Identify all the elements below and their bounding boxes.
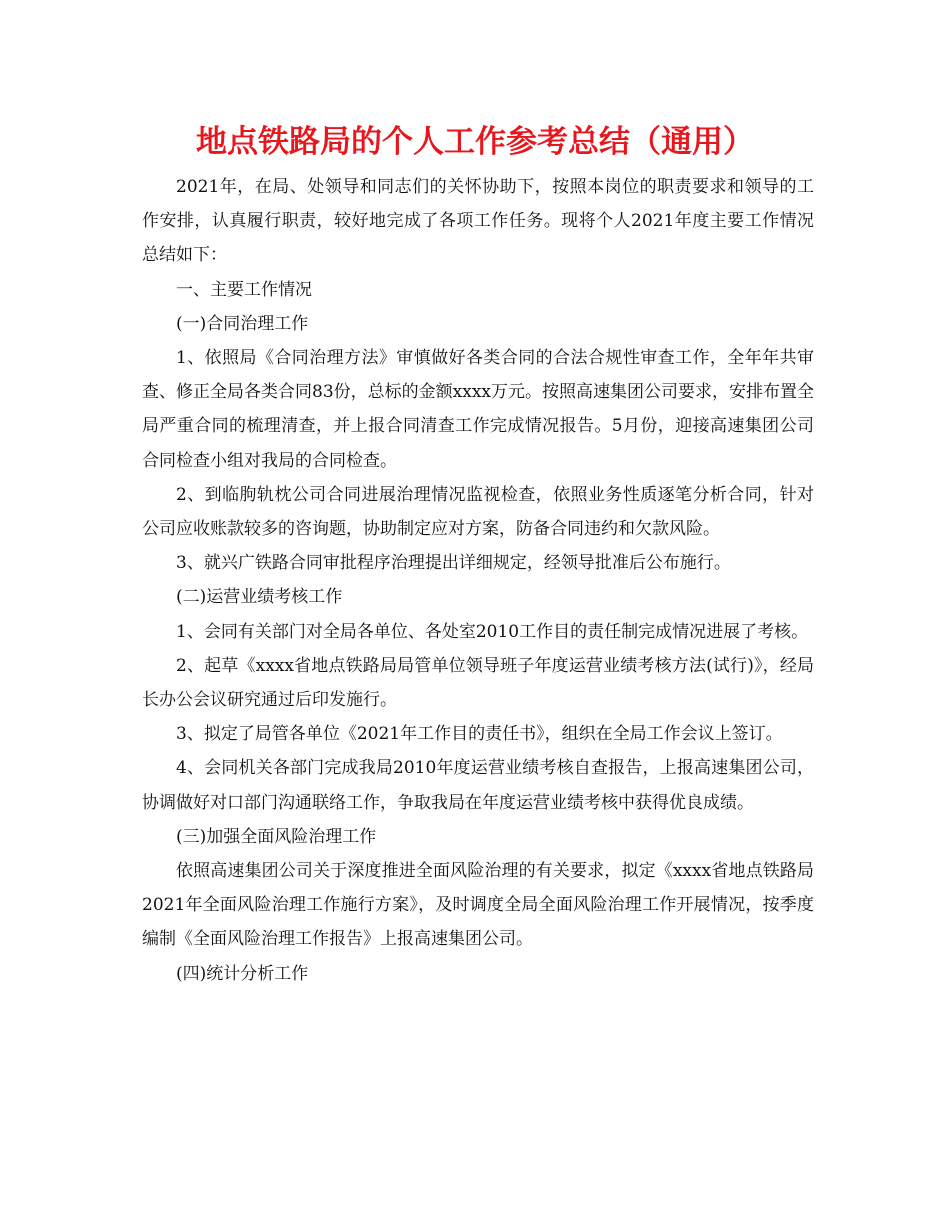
contract-item-2: 2、到临朐轨枕公司合同进展治理情况监视检查，依照业务性质逐笔分析合同，针对公司应收账款较多的咨询题，协助制定应对方案，防备合同违约和欠款风险。 [142,484,814,540]
intro-paragraph: 2021年，在局、处领导和同志们的关怀协助下，按照本岗位的职责要求和领导的工作安排，认真履行职责，较好地完成了各项工作任务。现将个人2021年度主要工作情况总结如下： [142,177,814,266]
performance-item-3: 3、拟定了局管各单位《2021年工作目的责任书》，组织在全局工作会议上签订。 [176,724,783,745]
risk-paragraph: 依照高速集团公司关于深度推进全面风险治理的有关要求，拟定《xxxx省地点铁路局2021年全面风险治理工作施行方案》，及时调度全局全面风险治理工作开展情况，按季度编制《全面风险治理工作报告》上报高速集团公司。 [142,861,814,950]
document-body [142,170,814,991]
contract-item-1: 1、依照局《合同治理方法》审慎做好各类合同的合法合规性审查工作，全年年共审查、修正全局各类合同83份，总标的金额xxxx万元。按照高速集团公司要求，安排布置全局严重合同的梳理清查，并上报合同清查工作完成情况报告。5月份，迎接高速集团公司合同检查小组对我局的合同检查。 [142,348,814,471]
subsection-heading-statistics: (四)统计分析工作 [176,963,309,984]
subsection-heading-performance: (二)运营业绩考核工作 [176,587,343,608]
subsection-heading-risk: (三)加强全面风险治理工作 [176,826,377,847]
performance-item-1: 1、会同有关部门对全局各单位、各处室2010工作目的责任制完成情况进展了考核。 [176,621,809,642]
section-heading-main-work: 一、主要工作情况 [176,279,312,300]
performance-item-2: 2、起草《xxxx省地点铁路局局管单位领导班子年度运营业绩考核方法(试行)》，经局长办公会议研究通过后印发施行。 [142,655,814,711]
subsection-heading-contract: (一)合同治理工作 [176,313,309,334]
contract-item-3: 3、就兴广铁路合同审批程序治理提出详细规定，经领导批准后公布施行。 [176,553,731,574]
performance-item-4: 4、会同机关各部门完成我局2010年度运营业绩考核自查报告，上报高速集团公司，协调做好对口部门沟通联络工作，争取我局在年度运营业绩考核中获得优良成绩。 [142,758,814,813]
document-title: 地点铁路局的个人工作参考总结（通用） [196,124,754,160]
